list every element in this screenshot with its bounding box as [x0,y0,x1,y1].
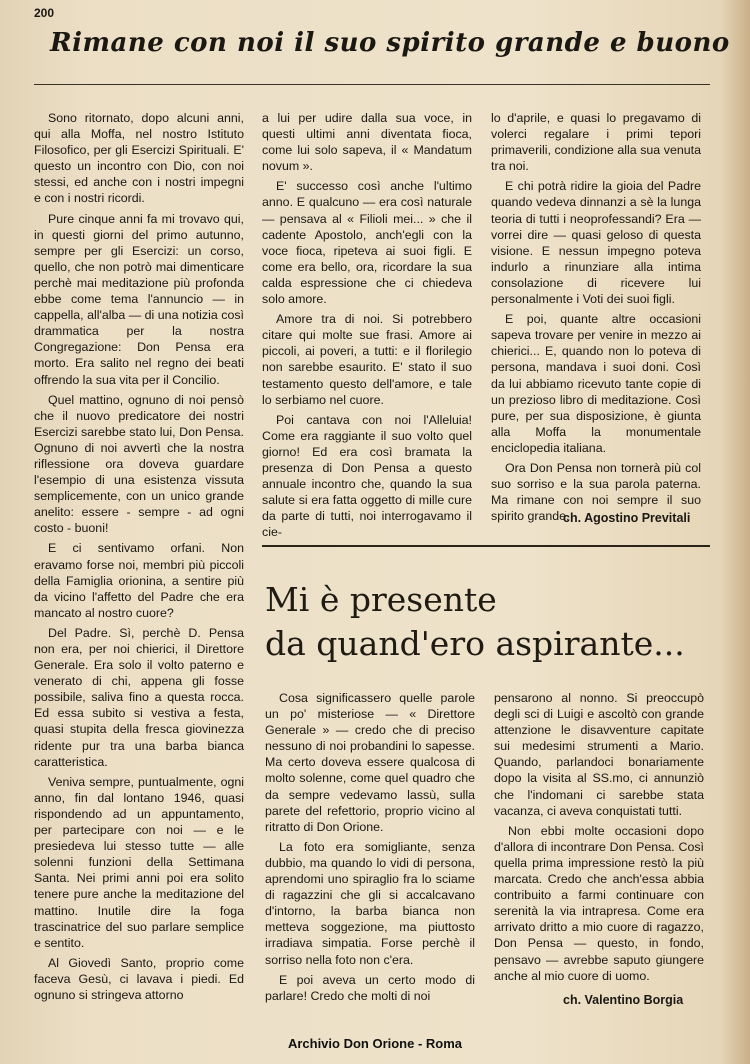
paragraph: Al Giovedì Santo, proprio come faceva Gesù, ci lavava i piedi. Ed ognuno si stringeva attorno [34,955,244,1002]
article2-column-1 [265,690,475,1008]
paragraph: Quel mattino, ognuno di noi pensò che il nuovo predicatore dei nostri Esercizi sarebbe stato lui, Don Pensa. Ognuno di noi avvertì che la nostra riflessione ora doveva guardare l'esempio di una esistenza vissuta semplicemente, con un unico grande anelito: essere - sempre - ad ogni costo - buoni! [34,392,244,536]
paragraph: E ci sentivamo orfani. Non eravamo forse noi, membri più piccoli della Famiglia orionina, a sentire più da vicino l'affetto del Padre che era mancato al nostro cuore? [34,541,244,620]
paragraph: Poi cantava con noi l'Alleluia! Come era raggiante il suo volto quel giorno! Ed era così bramata la presenza di Don Pensa a questo annuale incontro che, quando la sua salute si era fatta oggetto di mille cure da parte di tutti, noi interrogavamo il cie- [262,412,472,540]
paragraph: lo d'aprile, e quasi lo pregavamo di volerci regalare i primi tepori primaverili, condizione alla sua venuta tra noi. [491,111,701,174]
paragraph: E chi potrà ridire la gioia del Padre quando vedeva dinnanzi a sè la lunga teoria di tutti i neoprofessandi? Era — vorrei dire — quasi geloso di questa visione. E nessun impegno poteva indurlo a rinunziare alla intima consolazione di ricevere lui personalmente i Voti dei suoi figli. [491,179,701,307]
title-rule [34,84,710,85]
paragraph: Pure cinque anni fa mi trovavo qui, in questi giorni del primo autunno, sempre per gli Esercizi: un corso, quello, che non potrò mai dimenticare perchè mai meditazione più profonda ebbe come tema l'annuncio — in cappella, all'alba — di una notizia così drammatica per la nostra Congregazione: Don Pensa era morto. Era salito nel regno dei beati offrendo la sua vita per il Concilio. [34,211,244,387]
paragraph: E poi aveva un certo modo di parlare! Credo che molti di noi [265,972,475,1003]
paragraph: E' successo così anche l'ultimo anno. E qualcuno — era così naturale — pensava al « Filioli mei... » che il cadente Apostolo, anch'egli con la voce fioca, ripeteva ai suoi figli. E come era bello, ora, ricordare la sua calda espressione che ci chiedeva solo amore. [262,179,472,307]
paragraph: Veniva sempre, puntualmente, ogni anno, fin dal lontano 1946, quasi rispondendo ad un appuntamento, per partecipare con noi — e le presiedeva lui stesso tutte — alle solenni funzioni della Settimana Santa. Nei primi anni poi era solito tenere pure anche la meditazione del mattino. Inutile dire la foga trascinatrice del suo parlare semplice e sentito. [34,774,244,950]
article2-title-line1: Mi è presente [265,580,497,619]
article1-signature: ch. Agostino Previtali [563,511,691,525]
section-divider [262,545,710,547]
archive-footer: Archivio Don Orione - Roma [287,1036,463,1051]
paragraph: Sono ritornato, dopo alcuni anni, qui alla Moffa, nel nostro Istituto Filosofico, per gli Esercizi Spirituali. E' questo un incontro con Dio, con noi stessi, ed anche con i nostri impegni e con i nostri ricordi. [34,111,244,206]
paragraph: Amore tra di noi. Si potrebbero citare qui molte sue frasi. Amore ai piccoli, ai poveri, a tutti: e il florilegio non sarebbe esaurito. E' stato il suo testamento questo dell'amore, e tale lo serbiamo nel cuore. [262,312,472,407]
article1-column-2 [262,110,472,544]
article1-column-3 [491,110,701,528]
page-number: 200 [34,6,55,20]
paragraph: Cosa significassero quelle parole un po' misteriose — « Direttore Generale » — credo che di preciso nessuno di noi probandini lo sapesse. Ma certo doveva essere qualcosa di molto solenne, come quel quadro che da sempre vedevamo lassù, sulla parete del refettorio, proprio vicino al ritratto di Don Orione. [265,691,475,834]
paragraph: a lui per udire dalla sua voce, in questi ultimi anni diventata fioca, come lui solo sapeva, il « Mandatum novum ». [262,111,472,174]
paragraph: Ora Don Pensa non tornerà più col suo sorriso e la sua parola paterna. Ma rimane con noi sempre il suo spirito grande. [491,460,701,524]
paragraph: La foto era somigliante, senza dubbio, ma quando lo vidi di persona, aprendomi uno spiraglio fra lo sciame di ragazzini che gli si accalcavano d'intorno, la barba bianca non metteva soggezione, ma piuttosto irradiava simpatia. Forse perchè il sorriso nella foto non c'era. [265,839,475,967]
article2-column-2 [494,690,704,988]
paragraph: Del Padre. Sì, perchè D. Pensa non era, per noi chierici, il Direttore Generale. Era solo il volto paterno e venerato di chi, appena gli fosse possibile, saliva fino a questa rocca. Ed essa subito si vestiva a festa, quasi stupita della fresca giovinezza ridente pur tra una barba bianca caratteristica. [34,625,244,769]
article2-title [265,578,685,666]
paragraph: E poi, quante altre occasioni sapeva trovare per venire in mezzo ai chierici... E, quando non lo poteva di persona, mandava i suoi doni. Così da lui abbiamo ricevuto tante copie di un prezioso libro di meditazione. Così pure, per sua disposizione, è giunta alla Moffa la monumentale enciclopedia italiana. [491,312,701,455]
article1-column-1 [34,110,244,1007]
paragraph: pensarono al nonno. Si preoccupò degli sci di Luigi e ascoltò con grande attenzione le disavventure capitate sui medesimi strumenti a Mario. Quando, parlandoci bonariamente dopo la visita al SS.mo, ci annunziò che l'indomani ci sarebbe stata vacanza, ci aveva conquistati tutti. [494,691,704,818]
article1-title: Rimane con noi il suo spirito grande e buono [50,28,730,58]
paragraph: Non ebbi molte occasioni dopo d'allora di incontrare Don Pensa. Così quella prima impressione restò la più marcata. Credo che anch'essa abbia contribuito a farmi continuare con serenità la via intrapresa. Come era arrivato dritto a mio cuore di ragazzo, Don Pensa — questo, in fondo, pensavo — avrebbe saputo giungere anche al mio cuore di uomo. [494,823,704,983]
article2-title-line2: da quand'ero aspirante... [265,624,685,663]
article2-signature: ch. Valentino Borgia [563,993,684,1007]
